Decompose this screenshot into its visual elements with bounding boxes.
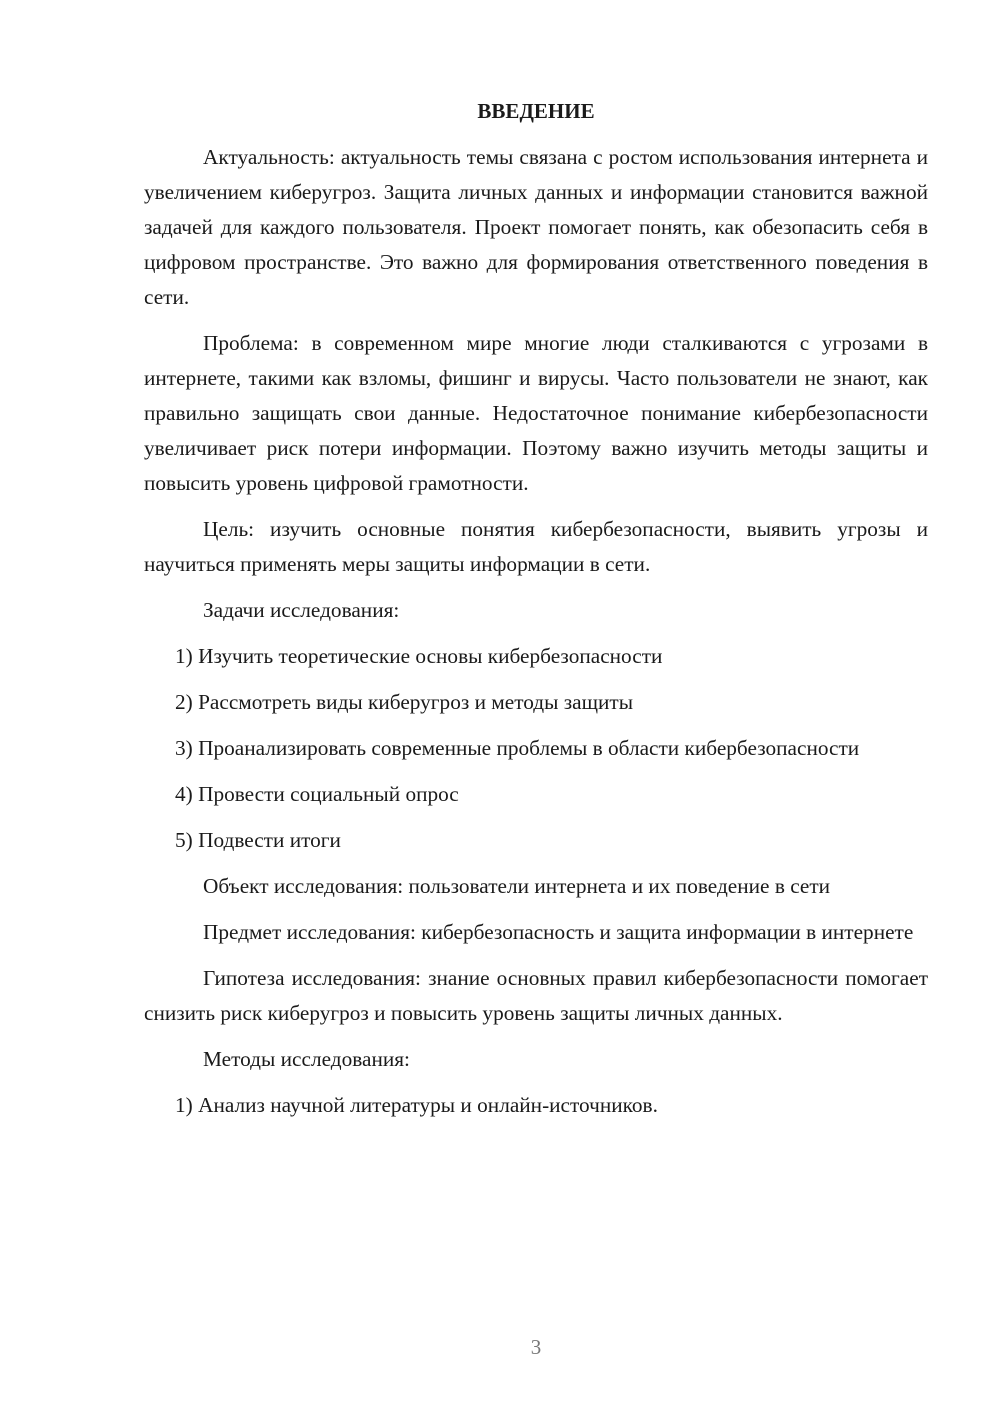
page-number: 3 bbox=[530, 1335, 542, 1359]
task-item-2: 2) Рассмотреть виды киберугроз и методы защиты bbox=[175, 690, 634, 714]
body-text bbox=[144, 140, 928, 1123]
task-item-3: 3) Проанализировать современные проблемы в области кибербезопасности bbox=[175, 736, 860, 760]
paragraph-hypothesis: Гипотеза исследования: знание основных правил кибербезопасности помогает снизить риск киберугроз и повысить уровень защиты личных данных. bbox=[144, 966, 928, 1025]
paragraph-goal: Цель: изучить основные понятия кибербезопасности, выявить угрозы и научиться применять меры защиты информации в сети. bbox=[144, 517, 928, 576]
paragraph-problem: Проблема: в современном мире многие люди сталкиваются с угрозами в интернете, такими как взломы, фишинг и вирусы. Часто пользователи не знают, как правильно защищать свои данные. Недостаточное понимание кибербезопасности увеличивает риск потери информации. Поэтому важно изучить методы защиты и повысить уровень цифровой грамотности. bbox=[144, 331, 928, 495]
paragraph-relevance: Актуальность: актуальность темы связана с ростом использования интернета и увеличением киберугроз. Защита личных данных и информации становится важной задачей для каждого пользователя. Проект помогает понять, как обезопасить себя в цифровом пространстве. Это важно для формирования ответственного поведения в сети. bbox=[144, 145, 928, 309]
method-item-1: 1) Анализ научной литературы и онлайн-источников. bbox=[175, 1093, 658, 1117]
task-item-5: 5) Подвести итоги bbox=[175, 828, 341, 852]
paragraph-object: Объект исследования: пользователи интернета и их поведение в сети bbox=[203, 874, 831, 898]
task-item-1: 1) Изучить теоретические основы кибербезопасности bbox=[175, 644, 663, 668]
paragraph-subject: Предмет исследования: кибербезопасность и защита информации в интернете bbox=[203, 920, 914, 944]
paragraph-methods-heading: Методы исследования: bbox=[203, 1047, 410, 1071]
page-title: ВВЕДЕНИЕ bbox=[477, 99, 595, 123]
task-item-4: 4) Провести социальный опрос bbox=[175, 782, 459, 806]
paragraph-tasks-heading: Задачи исследования: bbox=[203, 598, 400, 622]
